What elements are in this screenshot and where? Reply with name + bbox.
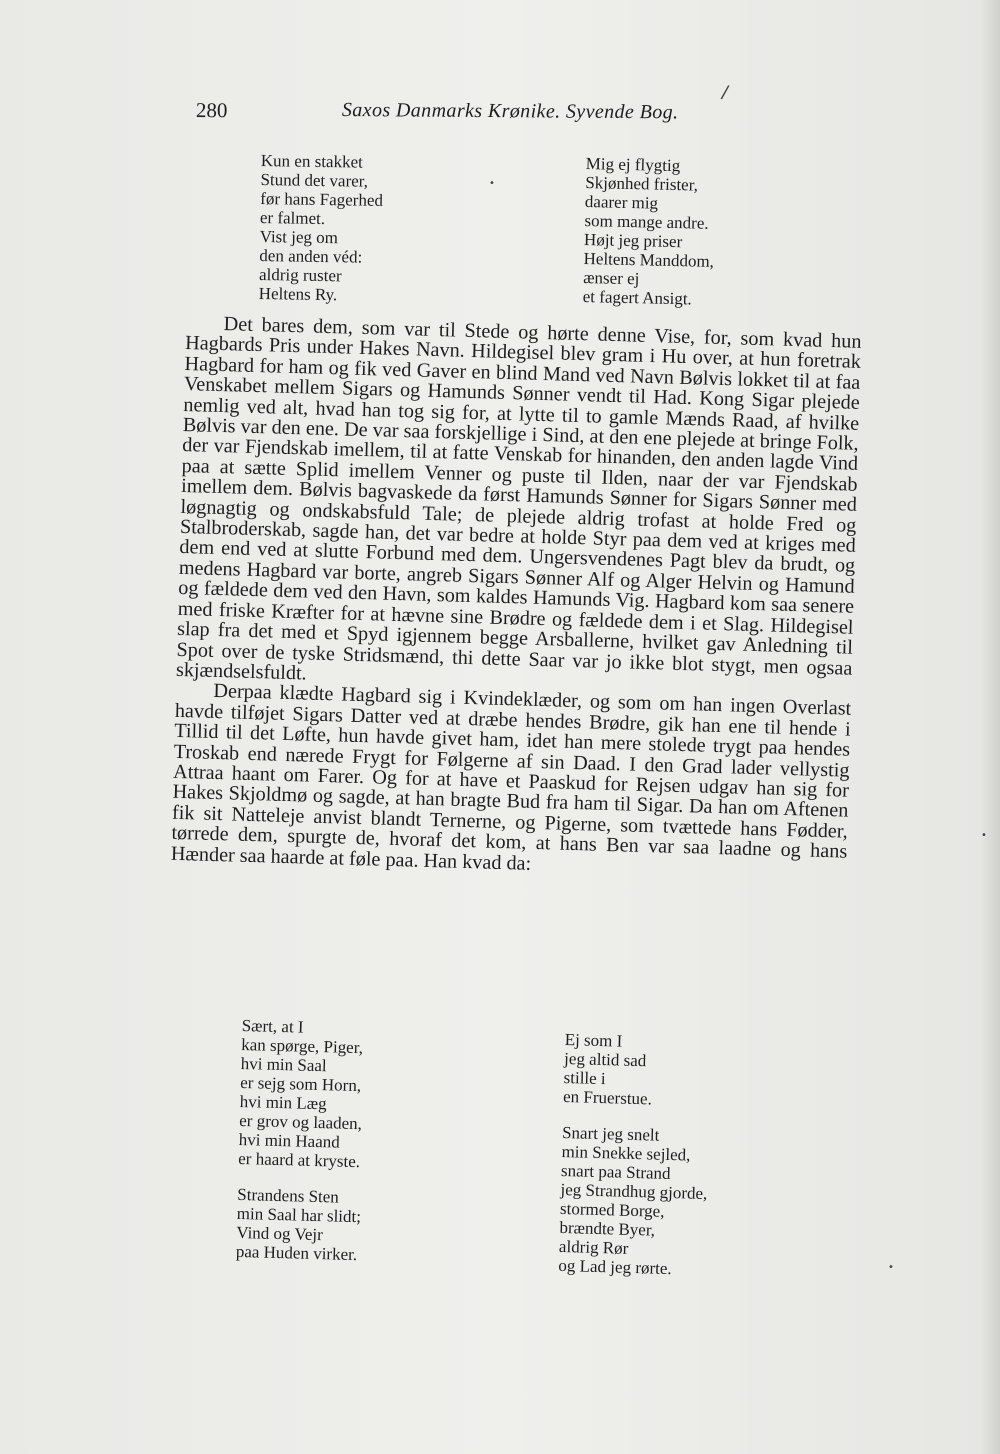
verse-line: Heltens Ry.: [258, 283, 338, 305]
verse-line: hvi min Haand: [238, 1129, 341, 1152]
verse-line: den anden véd:: [259, 245, 363, 267]
verse-line: er falmet.: [259, 207, 326, 229]
verse-line: brændte Byer,: [559, 1217, 656, 1240]
verse-line: hvi min Læg: [239, 1091, 327, 1114]
verse-line: Vist jeg om: [259, 226, 339, 248]
verse-line: og Lad jeg rørte.: [558, 1255, 672, 1279]
paragraph: Derpaa klædte Hagbard sig i Kvindeklæder, og som om han ingen Overlast havde tilføjet Sigars Datter ved at dræbe hendes Brødre, gik han ene til hende i Tillid til det Løfte, hun havde givet ham, idet han mere stolede trygt paa hendes Troskab end nærede Frygt for Følgerne af sin Daad. I den Grad lader vellystig Attraa haant om Farer. Og for at have et Paaskud for Rejsen udgav han sig for Hakes Skjoldmø og sagde, at han bragte Bud fra ham til Sigar. Da han om Aftenen fik sit Natteleje anvist blandt Ternerne, og Pigerne, som tvættede hans Fødder, tørrede dem, spurgte de, hvoraf det kom, at hans Ben var saa laadne og hans Hænder saa haarde at føle paa. Han kvad da:: [170, 680, 852, 875]
verse-line: Strandens Sten: [237, 1184, 340, 1207]
running-title: Saxos Danmarks Krønike. Syvende Bog.: [341, 99, 679, 124]
verse-bottom-left: [236, 1016, 367, 1264]
verse-bottom-right: [558, 1030, 712, 1279]
page-number: 280: [195, 98, 228, 123]
verse-line: før hans Fagerhed: [260, 188, 384, 210]
verse-line: er haard at kryste.: [238, 1148, 361, 1172]
verse-line: Mig ej flygtig: [585, 154, 681, 176]
verse-line: Snart jeg snelt: [561, 1122, 660, 1145]
verse-line: stormed Borge,: [559, 1198, 665, 1221]
pencil-mark: /: [719, 81, 731, 104]
verse-line: en Fruerstue.: [562, 1086, 653, 1109]
verse-top-left: [259, 151, 384, 305]
verse-line: Sært, at I: [241, 1016, 304, 1037]
verse-line: aldrig Rør: [558, 1236, 629, 1258]
verse-line: Stund det varer,: [260, 169, 369, 191]
verse-line: Skjønhed frister,: [585, 172, 699, 195]
verse-line: jeg altid sad: [563, 1048, 647, 1071]
verse-line: Ej som I: [564, 1030, 623, 1051]
speck-mark: •: [888, 1262, 894, 1273]
verse-line: min Saal har slidt;: [236, 1203, 362, 1227]
verse-line: stille i: [563, 1067, 606, 1089]
verse-line: Vind og Vejr: [236, 1222, 324, 1245]
speck-mark: •: [489, 178, 495, 189]
verse-line: aldrig ruster: [258, 264, 342, 286]
verse-line: ænser ej: [582, 267, 640, 289]
verse-line: snart paa Strand: [560, 1160, 671, 1183]
verse-line: er sejg som Horn,: [240, 1072, 362, 1096]
verse-line: daarer mig: [584, 191, 659, 213]
verse-line: hvi min Saal: [240, 1053, 327, 1076]
verse-line: min Snekke sejled,: [561, 1141, 691, 1165]
prose-body: [171, 313, 862, 883]
page-gutter-shadow: [982, 0, 1000, 1454]
verse-line: kan spørge, Piger,: [241, 1034, 364, 1058]
verse-line: paa Huden virker.: [235, 1241, 358, 1265]
verse-line: som mange andre.: [584, 210, 709, 233]
verse-line: er grov og laaden,: [239, 1110, 363, 1134]
verse-line: Højt jeg priser: [583, 229, 683, 252]
verse-line: Heltens Manddom,: [583, 248, 715, 271]
page-header: [196, 98, 736, 132]
verse-line: et fagert Ansigt.: [582, 286, 693, 309]
speck-mark: •: [981, 830, 987, 841]
verse-line: Kun en stakket: [260, 151, 363, 172]
verse-line: jeg Strandhug gjorde,: [560, 1179, 708, 1204]
verse-top-right: [583, 154, 717, 309]
paragraph: Det bares dem, som var til Stede og hørte denne Vise, for, som kvad hun Hagbards Pris under Hakes Navn. Hildegisel blev gram i Hu over, at hun foretrak Hagbard for ham og fik ved Gaver en blind Mand ved Navn Bølvis lokket til at faa Venskabet mellem Sigars og Hamunds Sønner vendt til Had. Kong Sigar plejede nemlig ved alt, hvad han tog sig for, at lytte til to gamle Mænds Raad, af hvilke Bølvis var den ene. De var saa forskjellige i Sind, at den ene plejede at bringe Folk, der var Fjendskab imellem, til at fatte Venskab for hinanden, den anden lagde Vind paa at sætte Splid imellem Venner og puste til Ilden, naar der var Fjendskab imellem dem. Bølvis bagvaskede da først Hamunds Sønner for Sigars Sønner med løgnagtig og ondskabsfuld Tale; de plejede aldrig trofast at holde Fred og Stalbroderskab, sagde han, det var bedre at holde Styr paa dem ved at kriges med dem end ved at slutte Forbund med dem. Ungersvendenes Pagt blev da brudt, og medens Hagbard var borte, angreb Sigars Sønner Alf og Alger Helvin og Hamund og fældede dem ved den Havn, som kaldes Hamunds Vig. Hagbard kom saa senere med friske Kræfter for at hævne sine Brødre og fældede dem i et Slag. Hildegisel slap fra det med et Spyd igjennem begge Arsballerne, hvilket gav Anledning til Spot over de tyske Stridsmænd, thi dette Saar var jo ikke blot stygt, men ogsaa skjændselsfuldt.: [175, 313, 862, 685]
